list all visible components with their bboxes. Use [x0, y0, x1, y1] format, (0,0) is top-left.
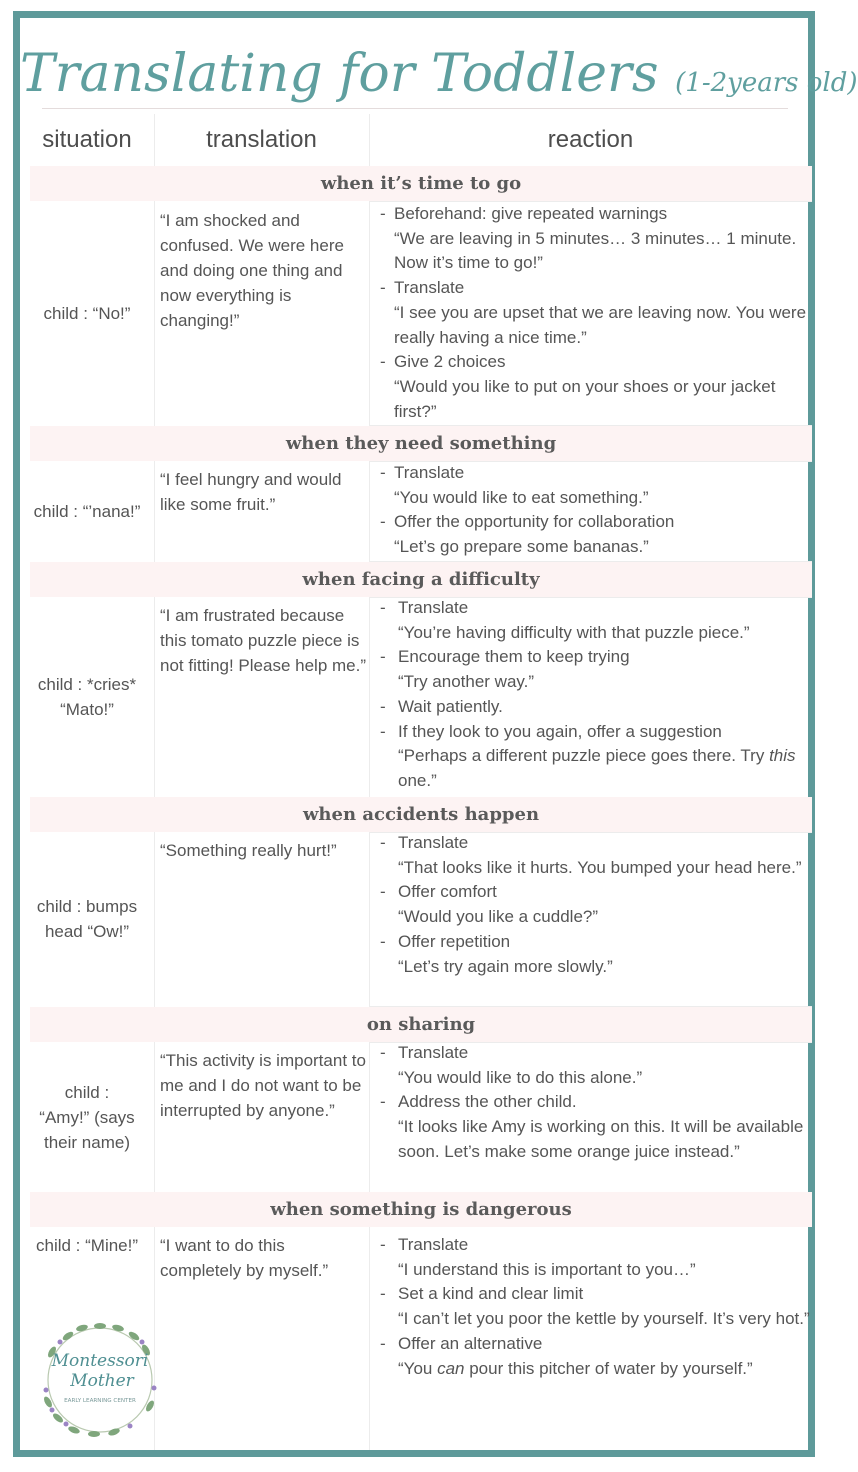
translation-text: “I feel hungry and would like some fruit.” — [160, 470, 342, 514]
column-divider-1 — [154, 114, 155, 1450]
reaction-label: Offer an alternative — [398, 1333, 543, 1353]
situation-text: child : “Mine!” — [35, 1236, 139, 1255]
situation-text: child : — [64, 1082, 110, 1102]
page-title — [20, 42, 858, 115]
reaction-item — [380, 1233, 810, 1282]
dash-bullet: - — [380, 278, 386, 298]
quote-part: pour this pitcher of water by yourself.” — [464, 1358, 753, 1378]
reaction-item — [380, 695, 810, 720]
reaction-label: If they look to you again, offer a suggestion — [398, 721, 722, 741]
reaction-quote: “Would you like a cuddle?” — [398, 907, 599, 927]
reaction-quote: “I understand this is important to you…” — [398, 1259, 696, 1279]
situation-cell — [20, 201, 154, 425]
reaction-label: Beforehand: give repeated warnings — [394, 204, 668, 223]
reaction-label: Translate — [398, 1043, 469, 1062]
situation-cell — [20, 832, 154, 1006]
situation-cell — [20, 597, 154, 797]
section-heading: when accidents happen — [30, 797, 812, 832]
reaction-quote: “You’re having difficulty with that puzzle piece.” — [398, 622, 750, 642]
translation-text: “Something really hurt!” — [160, 841, 337, 860]
page-frame — [13, 11, 858, 1457]
reaction-quote: “Let’s try again more slowly.” — [398, 956, 613, 976]
translation-text: “This activity is important to me and I do not want to be interrupted by anyone.” — [160, 1051, 366, 1120]
situation-text: “Mato!” — [60, 700, 114, 719]
dash-bullet: - — [380, 931, 386, 951]
reaction-item — [380, 202, 810, 276]
reaction-label: Offer comfort — [398, 882, 497, 902]
dash-bullet: - — [380, 721, 386, 741]
reaction-item — [380, 1282, 810, 1331]
situation-text: head “Ow!” — [44, 922, 130, 941]
reaction-item — [380, 831, 810, 880]
dash-bullet: - — [380, 882, 386, 902]
section-heading: when facing a difficulty — [30, 562, 812, 597]
column-header-situation: situation — [42, 126, 132, 153]
dash-bullet: - — [380, 647, 386, 667]
dash-bullet: - — [380, 696, 386, 716]
reaction-quote: “Would you like to put on your shoes or your jacket first?” — [394, 376, 776, 421]
dash-bullet: - — [380, 352, 386, 372]
reaction-quote: “You would like to eat something.” — [394, 487, 649, 507]
reaction-item — [380, 1090, 810, 1164]
reaction-label: Offer the opportunity for collaboration — [394, 512, 675, 532]
reaction-list — [380, 596, 810, 794]
reaction-item — [380, 880, 810, 929]
dash-bullet: - — [380, 833, 386, 852]
logo-line2: Mother — [70, 1371, 134, 1391]
reaction-label: Set a kind and clear limit — [398, 1284, 584, 1304]
quote-part: one.” — [398, 770, 437, 790]
dash-bullet: - — [380, 463, 386, 482]
quote-emphasis: this — [769, 746, 796, 766]
reaction-list — [380, 831, 810, 979]
dash-bullet: - — [380, 1092, 386, 1112]
reaction-quote: “You would like to do this alone.” — [398, 1067, 643, 1087]
title-divider — [42, 108, 788, 109]
reaction-label: Offer repetition — [398, 931, 511, 951]
reaction-list — [380, 1233, 810, 1381]
reaction-quote: “That looks like it hurts. You bumped your head here.” — [398, 857, 802, 877]
montessori-mother-logo — [38, 1318, 162, 1442]
reaction-label: Wait patiently. — [398, 696, 503, 716]
section-heading: on sharing — [30, 1007, 812, 1042]
quote-emphasis: can — [437, 1358, 465, 1378]
translation-text: “I want to do this completely by myself.” — [160, 1236, 329, 1280]
title-age-range: (1-2years old) — [675, 68, 858, 98]
dash-bullet: - — [380, 204, 386, 223]
logo-line1: Montessori — [51, 1351, 149, 1371]
reaction-quote — [398, 1357, 810, 1382]
translation-text: “I am shocked and confused. We were here and doing one thing and now everything is changing!” — [160, 211, 344, 330]
situation-cell — [20, 1042, 154, 1192]
reaction-list — [380, 461, 810, 560]
logo-line3: EARLY LEARNING CENTER — [64, 1398, 136, 1404]
reaction-label: Translate — [398, 1235, 469, 1254]
reaction-label: Translate — [398, 833, 469, 852]
dash-bullet: - — [380, 1284, 386, 1304]
reaction-quote: “I see you are upset that we are leaving now. You were really having a nice time.” — [394, 302, 807, 347]
situation-text: child : bumps — [36, 897, 138, 916]
reaction-list — [380, 1041, 810, 1165]
reaction-label: Translate — [394, 278, 465, 298]
dash-bullet: - — [380, 1043, 386, 1062]
reaction-label: Encourage them to keep trying — [398, 647, 630, 667]
reaction-quote: “Try another way.” — [398, 672, 535, 692]
reaction-quote: “We are leaving in 5 minutes… 3 minutes… 1 minute. Now it’s time to go!” — [394, 228, 797, 273]
situation-text: child : “No!” — [43, 303, 131, 323]
situation-text: child : “’nana!” — [33, 502, 141, 521]
column-header-reaction: reaction — [547, 126, 634, 153]
situation-cell — [20, 461, 154, 562]
dash-bullet: - — [380, 512, 386, 532]
situation-text: their name) — [44, 1132, 130, 1152]
reaction-item — [380, 510, 810, 559]
dash-bullet: - — [380, 598, 386, 617]
reaction-item — [380, 350, 810, 424]
reaction-quote: “I can’t let you poor the kettle by yourself. It’s very hot.” — [398, 1309, 810, 1329]
reaction-label: Translate — [394, 463, 465, 482]
reaction-quote — [398, 744, 810, 793]
reaction-item — [380, 1332, 810, 1381]
section-heading: when it’s time to go — [30, 166, 812, 201]
reaction-quote: “Let’s go prepare some bananas.” — [394, 537, 649, 557]
reaction-item — [380, 276, 810, 350]
situation-text: “Amy!” (says — [39, 1107, 135, 1127]
dash-bullet: - — [380, 1333, 386, 1353]
translation-text: “I am frustrated because this tomato puzzle piece is not fitting! Please help me.” — [160, 606, 367, 675]
situation-cell — [20, 1233, 154, 1273]
reaction-item — [380, 461, 810, 510]
section-heading: when they need something — [30, 426, 812, 461]
column-header-translation: translation — [206, 126, 317, 153]
reaction-item — [380, 930, 810, 979]
quote-part: “You — [398, 1358, 438, 1378]
reaction-list — [380, 202, 810, 424]
reaction-item — [380, 1041, 810, 1090]
quote-part: “Perhaps a different puzzle piece goes there. Try — [398, 746, 770, 766]
reaction-label: Give 2 choices — [394, 352, 506, 372]
situation-text: child : *cries* — [37, 675, 137, 694]
reaction-quote: “It looks like Amy is working on this. It will be available soon. Let’s make some orange juice instead.” — [398, 1117, 804, 1161]
reaction-item — [380, 645, 810, 694]
section-heading: when something is dangerous — [30, 1192, 812, 1227]
reaction-label: Translate — [398, 598, 469, 617]
title-main: Translating for Toddlers — [20, 44, 659, 104]
reaction-label: Address the other child. — [398, 1092, 577, 1112]
reaction-item — [380, 596, 810, 645]
dash-bullet: - — [380, 1235, 386, 1254]
reaction-item — [380, 720, 810, 794]
